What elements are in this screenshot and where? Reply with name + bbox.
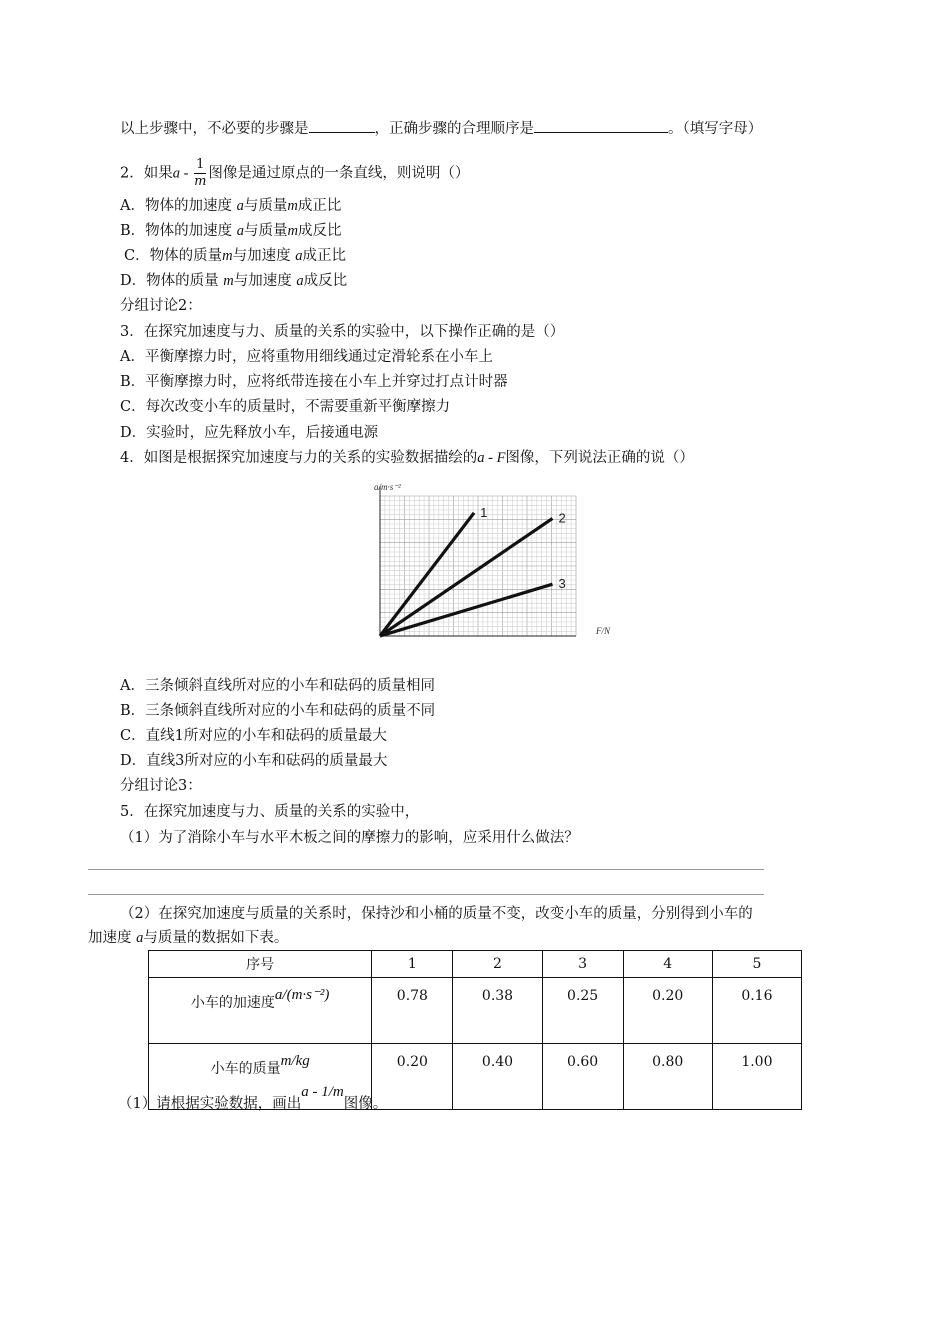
chart-ylabel: a/m·s⁻² [374, 482, 401, 492]
row1-unit: a/(m·s⁻²) [274, 987, 330, 1003]
q3-option-d: D．实验时，应先释放小车，后接通电源 [120, 425, 379, 441]
q3-option-c: C．每次改变小车的质量时，不需要重新平衡摩擦力 [120, 399, 451, 415]
table-cell: 0.60 [542, 1044, 623, 1110]
table-header-row [149, 951, 802, 978]
table-cell: 0.25 [542, 978, 623, 1044]
table-header-cell: 4 [623, 951, 712, 978]
table-cell: 0.40 [453, 1044, 542, 1110]
answer-line-1[interactable] [88, 869, 764, 870]
q2-math-dash: - [179, 165, 193, 182]
q1-blank-order[interactable] [534, 118, 668, 133]
q4-option-a: A．三条倾斜直线所对应的小车和砝码的质量相同 [120, 678, 435, 694]
q3-stem: 3．在探究加速度与力、质量的关系的实验中，以下操作正确的是（） [120, 324, 565, 340]
table-cell: 0.78 [372, 978, 453, 1044]
q2-opt-b-var1: a [236, 223, 245, 239]
q5-sub2-var: a [136, 930, 144, 946]
series-label-3: 3 [558, 576, 566, 592]
table-cell: 0.16 [712, 978, 801, 1044]
data-table [148, 950, 802, 1110]
q1-text-3: 。（填写字母） [668, 121, 763, 137]
series-line-2 [380, 518, 552, 636]
q2-fraction [194, 157, 206, 190]
chart-xlabel: F/N [596, 626, 611, 636]
q2-opt-c-var1: m [222, 248, 233, 264]
q5-sub2-line1: （2）在探究加速度与质量的关系时，保持沙和小桶的质量不变，改变小车的质量，分别得到小车的 [120, 906, 753, 922]
q2-option-b [120, 221, 342, 241]
q2-opt-c-end: 成正比 [302, 248, 346, 264]
q2-opt-a-mid: 与质量 [243, 198, 288, 214]
q1-text-1: 以上步骤中，不必要的步骤是 [120, 121, 309, 137]
q2-opt-a-text: A．物体的加速度 [120, 198, 232, 214]
q2-opt-d-end: 成反比 [303, 273, 348, 289]
q2-math-a: a [172, 165, 180, 182]
table-cell: 0.20 [623, 978, 712, 1044]
q5-sub1: （1）为了消除小车与水平木板之间的摩擦力的影响，应采用什么做法？ [120, 830, 579, 846]
row2-unit: m/kg [280, 1053, 310, 1069]
q2-opt-b-mid: 与质量 [244, 223, 288, 239]
table-cell: 0.80 [623, 1044, 712, 1110]
q4-stem [120, 448, 694, 468]
q2-opt-c-mid: 与加速度 [232, 248, 291, 264]
q2-opt-b-text: B．物体的加速度 [120, 223, 233, 239]
q5-sub2-text-b: 与质量的数据如下表。 [143, 930, 289, 946]
q2-stem [120, 157, 469, 190]
q5-sub2-line2 [88, 928, 288, 948]
q4-option-b: B．三条倾斜直线所对应的小车和砝码的质量不同 [120, 703, 436, 719]
q4-prefix: 4．如图是根据探究加速度与力的关系的实验数据描绘的 [120, 450, 478, 466]
table-header-cell: 5 [712, 951, 801, 978]
table-header-cell: 1 [372, 951, 453, 978]
q2-frac-num: 1 [194, 157, 206, 174]
q2-opt-d-var2: a [296, 273, 304, 289]
q3-option-a: A．平衡摩擦力时，应将重物用细线通过定滑轮系在小车上 [120, 349, 493, 365]
q2-opt-b-end: 成反比 [298, 223, 342, 239]
series-label-1: 1 [480, 504, 488, 520]
q2-opt-b-var2: m [287, 223, 298, 239]
q1-text-2: ，正确步骤的合理顺序是 [374, 121, 534, 137]
q5-sub3-text-b: 图像。 [343, 1096, 388, 1112]
q5-stem: 5．在探究加速度与力、质量的关系的实验中， [120, 804, 420, 820]
q4-suffix: 图像，下列说法正确的说（） [505, 450, 694, 466]
q4-option-c: C．直线1所对应的小车和砝码的质量最大 [120, 728, 387, 744]
q2-opt-d-var1: m [223, 273, 234, 289]
q2-opt-a-var1: a [236, 198, 244, 214]
q1-tail-line [120, 118, 762, 139]
q5-sub3-text-a: （1）请根据实验数据，画出 [118, 1096, 302, 1112]
q2-frac-den: m [194, 174, 207, 189]
q2-option-a [120, 196, 341, 216]
q5-sub3 [118, 1084, 388, 1114]
table-cell: 0.20 [372, 1044, 453, 1110]
table-cell: 0.38 [453, 978, 542, 1044]
q4-math: a - F [477, 450, 506, 466]
table-header-cell: 序号 [149, 951, 372, 978]
row1-label-text: 小车的加速度 [190, 995, 275, 1011]
q2-opt-a-end: 成正比 [297, 198, 342, 214]
answer-line-2[interactable] [88, 894, 764, 895]
q5-sub3-math: a - 1/m [301, 1084, 344, 1100]
a-f-chart [368, 478, 638, 648]
q5-sub2-text-a: 加速度 [88, 930, 137, 946]
q2-prefix: 2．如果 [120, 165, 173, 182]
q2-opt-c-var2: a [295, 248, 303, 264]
series-label-2: 2 [558, 510, 566, 526]
group-discussion-3: 分组讨论3： [120, 778, 202, 794]
table-cell: 1.00 [712, 1044, 801, 1110]
series-line-3 [380, 584, 552, 636]
row2-label-text: 小车的质量 [210, 1061, 281, 1077]
q2-opt-c-text: C．物体的质量 [124, 248, 223, 264]
group-discussion-2: 分组讨论2： [120, 298, 202, 314]
table-row-acceleration [149, 978, 802, 1044]
table-header-cell: 3 [542, 951, 623, 978]
q2-option-c [124, 246, 346, 266]
q3-option-b: B．平衡摩擦力时，应将纸带连接在小车上并穿过打点计时器 [120, 374, 508, 390]
q2-suffix: 图像是通过原点的一条直线，则说明（） [208, 165, 470, 182]
row-label-acceleration [149, 978, 372, 1044]
q4-option-d: D．直线3所对应的小车和砝码的质量最大 [120, 753, 388, 769]
q1-blank-unneeded[interactable] [309, 118, 375, 133]
table-header-cell: 2 [453, 951, 542, 978]
q2-option-d [120, 271, 347, 291]
q2-opt-d-text: D．物体的质量 [120, 273, 219, 289]
q2-opt-d-mid: 与加速度 [233, 273, 292, 289]
q2-opt-a-var2: m [287, 198, 298, 214]
